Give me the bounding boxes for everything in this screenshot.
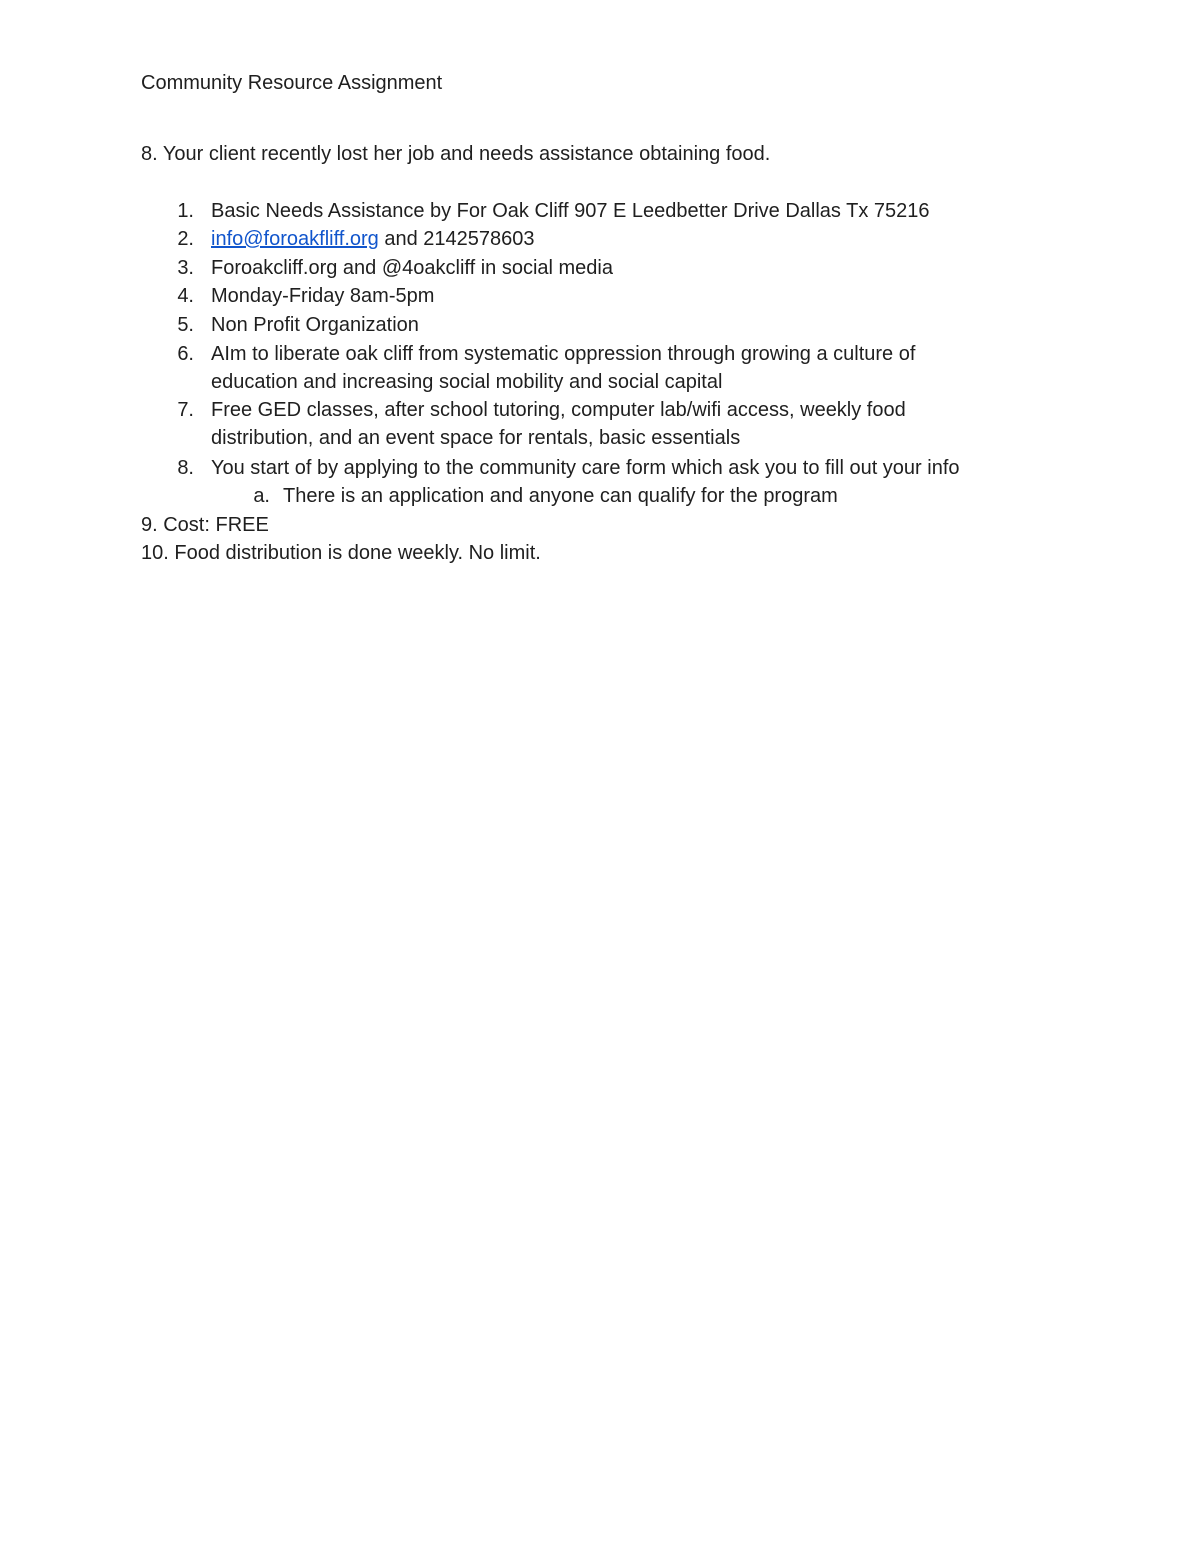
list-item-text: You start of by applying to the community care form which ask you to fill out your info [211, 457, 960, 479]
list-item-number: 7. [177, 399, 194, 421]
list-item-text: Foroakcliff.org and @4oakcliff in social media [211, 257, 613, 279]
question-text: 8. Your client recently lost her job and needs assistance obtaining food. [141, 143, 771, 165]
list-item-text: AIm to liberate oak cliff from systematic oppression through growing a culture of [211, 343, 916, 365]
list-item-number: 5. [177, 314, 194, 336]
list-item-number: 4. [177, 285, 194, 307]
list-item-text-continued: education and increasing social mobility and social capital [211, 371, 723, 393]
phone-text: and 2142578603 [378, 228, 535, 250]
list-item-text: Non Profit Organization [211, 314, 419, 336]
list-item-number: 6. [177, 343, 194, 365]
list-item-text-continued: distribution, and an event space for rentals, basic essentials [211, 427, 741, 449]
list-item-text: Monday-Friday 8am-5pm [211, 285, 435, 307]
list-item-text [211, 225, 535, 253]
document-title: Community Resource Assignment [141, 72, 443, 94]
list-item-number: 8. [177, 457, 194, 479]
cost-line: 9. Cost: FREE [141, 514, 269, 536]
distribution-line: 10. Food distribution is done weekly. No limit. [141, 542, 541, 564]
list-item-text: Free GED classes, after school tutoring, computer lab/wifi access, weekly food [211, 399, 906, 421]
list-item-number: 1. [177, 200, 194, 222]
list-item-text: Basic Needs Assistance by For Oak Cliff 907 E Leedbetter Drive Dallas Tx 75216 [211, 200, 930, 222]
email-link[interactable]: info@foroakfliff.org [211, 228, 379, 250]
list-item-number: 2. [177, 228, 194, 250]
sub-list-item-text: There is an application and anyone can qualify for the program [283, 485, 838, 507]
sub-list-item-letter: a. [253, 485, 270, 507]
list-item-number: 3. [177, 257, 194, 279]
